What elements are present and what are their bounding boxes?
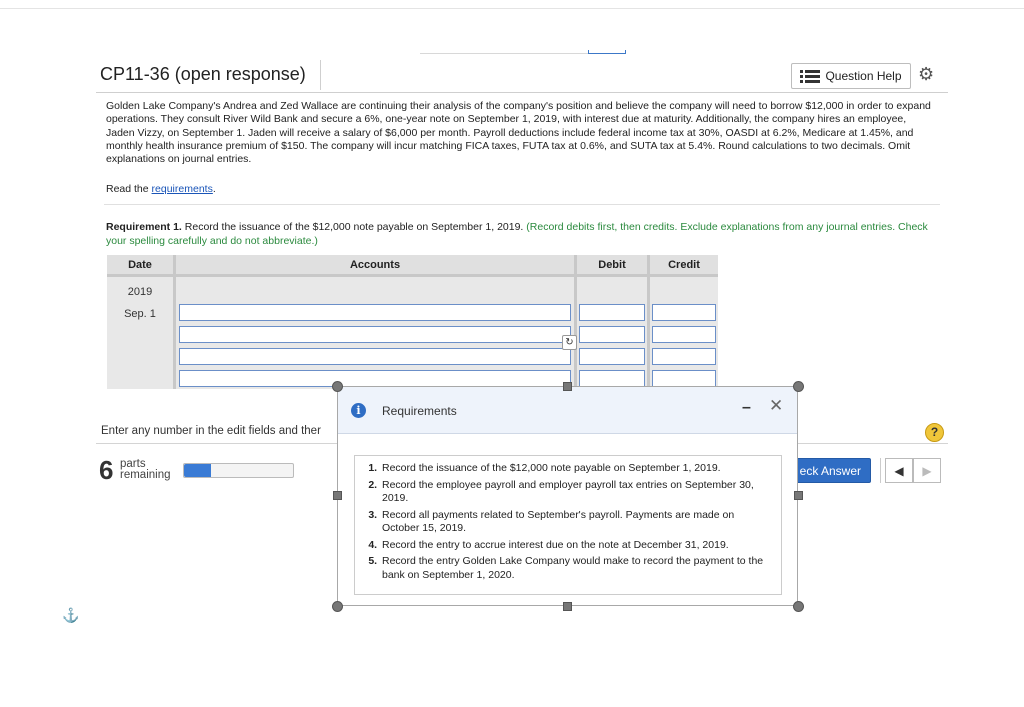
read-prefix: Read the bbox=[106, 183, 152, 195]
debit-input-1[interactable] bbox=[579, 304, 645, 321]
parts-remaining-count: 6 bbox=[99, 455, 114, 485]
page-title: CP11-36 (open response) bbox=[100, 64, 306, 84]
requirement-body: Record the issuance of the $12,000 note payable on September 1, 2019. bbox=[181, 221, 527, 233]
parts-label-line1: parts bbox=[120, 458, 146, 470]
column-header-accounts: Accounts bbox=[176, 255, 574, 277]
minimize-icon[interactable]: – bbox=[742, 399, 751, 416]
parts-remaining-label bbox=[120, 459, 171, 481]
column-divider bbox=[647, 255, 650, 389]
close-icon[interactable]: ✕ bbox=[769, 396, 784, 415]
progress-bar bbox=[183, 463, 294, 478]
nav-divider bbox=[880, 458, 881, 483]
title-divider bbox=[320, 60, 321, 90]
requirements-popup bbox=[337, 386, 798, 606]
previous-button[interactable]: ◀ bbox=[885, 458, 913, 483]
debit-input-3[interactable] bbox=[579, 348, 645, 365]
resize-handle-top-right[interactable] bbox=[793, 381, 804, 392]
column-divider bbox=[173, 255, 176, 389]
column-divider bbox=[574, 255, 577, 389]
info-icon: i bbox=[351, 403, 366, 418]
parts-label-line2: remaining bbox=[120, 469, 171, 481]
popup-header[interactable] bbox=[338, 387, 797, 434]
account-input-1[interactable] bbox=[179, 304, 571, 321]
resize-handle-top[interactable] bbox=[563, 382, 572, 391]
journal-date: Sep. 1 bbox=[124, 308, 156, 320]
requirement-item-3: 3. Record all payments related to September's payroll. Payments are made on October 15, 2019. bbox=[380, 509, 769, 536]
instruction-text: Enter any number in the edit fields and ther bbox=[101, 425, 321, 437]
journal-year: 2019 bbox=[127, 286, 153, 298]
requirement-item-4: 4. Record the entry to accrue interest due on the note at December 31, 2019. bbox=[380, 539, 769, 553]
requirements-link[interactable]: requirements bbox=[151, 183, 213, 195]
credit-input-2[interactable] bbox=[652, 326, 716, 343]
requirements-list bbox=[355, 456, 781, 582]
gear-icon[interactable]: ⚙ bbox=[918, 64, 935, 84]
read-suffix: . bbox=[212, 183, 216, 195]
requirements-list-box bbox=[354, 455, 782, 595]
requirement-item-1: 1. Record the issuance of the $12,000 note payable on September 1, 2019. bbox=[380, 462, 769, 476]
popup-title: Requirements bbox=[382, 404, 457, 418]
header-divider bbox=[96, 92, 948, 93]
credit-input-1[interactable] bbox=[652, 304, 716, 321]
next-button[interactable]: ▶ bbox=[913, 458, 941, 483]
column-header-debit: Debit bbox=[577, 255, 647, 277]
requirement-text bbox=[106, 221, 936, 248]
column-header-date: Date bbox=[107, 255, 173, 277]
requirement-item-2: 2. Record the employee payroll and employer payroll tax entries on September 30, 2019. bbox=[380, 479, 769, 506]
resize-handle-right[interactable] bbox=[794, 491, 803, 500]
check-answer-button[interactable]: eck Answer bbox=[796, 458, 871, 483]
credit-input-3[interactable] bbox=[652, 348, 716, 365]
requirement-hint: (Record debits first, then credits. Exclude explanations from any journal entries. Check your spelling carefully and do not abbreviate.) bbox=[106, 221, 928, 247]
requirement-item-5: 5. Record the entry Golden Lake Company would make to record the payment to the bank on September 1, 2020. bbox=[380, 555, 769, 582]
debit-input-2[interactable] bbox=[579, 326, 645, 343]
question-prompt: Golden Lake Company's Andrea and Zed Wallace are continuing their analysis of the company's position and believe the company will need to borrow $12,000 in order to expand operations. They consult River Wild Bank and secure a 6%, one-year note on September 1, 2019, with interest due at maturity. Additionally, the company hires an employee, Jaden Vizzy, on September 1. Jaden will receive a salary of $6,000 per month. Payroll deductions include federal income tax at 30%, OASDI at 6.2%, Medicare at 1.45%, and monthly health insurance premium of $150. The company will incur matching FICA taxes, FUTA tax at 0.6%, and SUTA tax at 5.4%. Round calculations to two decimals. Omit explanations on journal entries. bbox=[106, 100, 931, 166]
question-help-label: Question Help bbox=[825, 69, 902, 83]
account-input-2[interactable] bbox=[179, 326, 571, 343]
top-divider bbox=[0, 8, 1024, 9]
section-divider bbox=[104, 204, 940, 205]
resize-handle-top-left[interactable] bbox=[332, 381, 343, 392]
requirement-label: Requirement 1. bbox=[106, 221, 182, 233]
resize-handle-bottom-right[interactable] bbox=[793, 601, 804, 612]
credit-input-4[interactable] bbox=[652, 370, 716, 387]
refresh-icon[interactable]: ↻ bbox=[562, 335, 577, 350]
resize-handle-bottom-left[interactable] bbox=[332, 601, 343, 612]
journal-entry-table bbox=[107, 255, 718, 389]
top-scroll-indicator bbox=[420, 49, 625, 54]
account-input-3[interactable] bbox=[179, 348, 571, 365]
resize-handle-bottom[interactable] bbox=[563, 602, 572, 611]
resize-handle-left[interactable] bbox=[333, 491, 342, 500]
read-requirements-line bbox=[106, 183, 216, 195]
question-help-button[interactable] bbox=[791, 63, 911, 89]
progress-fill bbox=[184, 464, 211, 477]
help-icon[interactable]: ? bbox=[925, 423, 944, 442]
anchor-icon: ⚓ bbox=[62, 607, 80, 623]
column-header-credit: Credit bbox=[650, 255, 718, 277]
debit-input-4[interactable] bbox=[579, 370, 645, 387]
list-icon bbox=[800, 70, 820, 83]
account-input-4[interactable] bbox=[179, 370, 571, 387]
